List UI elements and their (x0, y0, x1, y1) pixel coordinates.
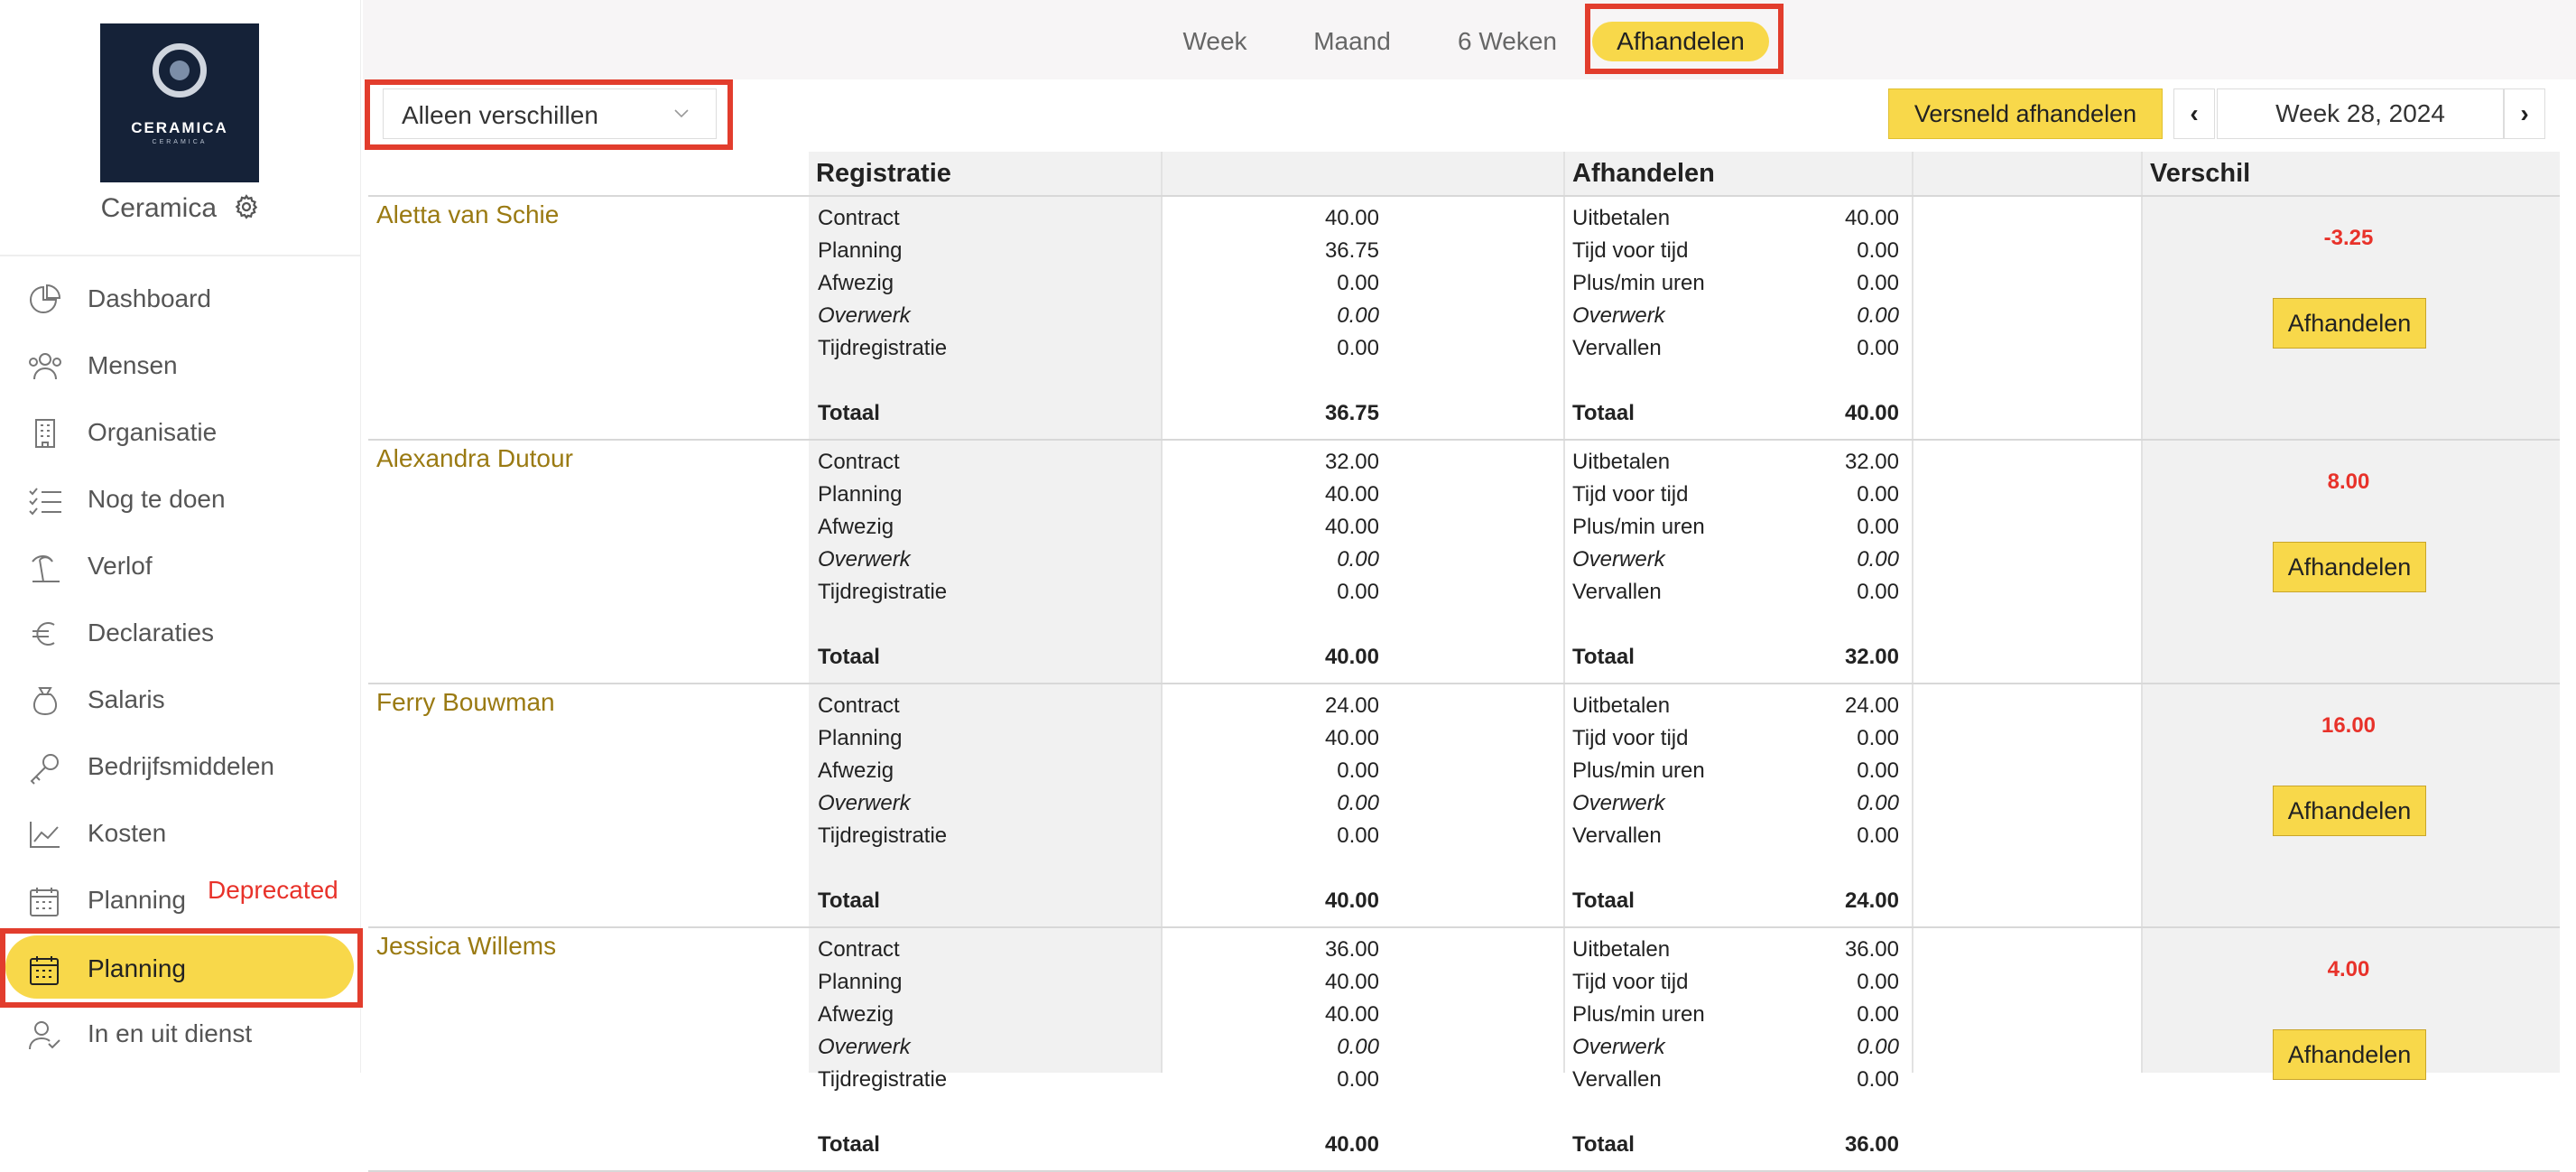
reg-label: Afwezig (818, 758, 894, 783)
afh-label: Vervallen (1572, 823, 1662, 848)
afh-value: 36.00 (1844, 937, 1899, 962)
afhandelen-button[interactable]: Afhandelen (2273, 298, 2426, 349)
reg-label: Tijdregistratie (818, 336, 948, 360)
afh-value: 0.00 (1857, 791, 1899, 815)
reg-label: Contract (818, 693, 900, 718)
sidebar-item-in-en-uit-dienst[interactable] (0, 1000, 361, 1067)
afh-value: 0.00 (1857, 547, 1899, 572)
reg-value: 36.00 (1324, 937, 1379, 962)
afh-total-value: 24.00 (1844, 888, 1899, 913)
money-bag-icon (27, 684, 63, 717)
building-icon (27, 417, 63, 450)
afh-value: 0.00 (1857, 515, 1899, 539)
afh-value: 0.00 (1857, 580, 1899, 604)
calendar-icon (27, 885, 63, 917)
sidebar-item-nog-te-doen[interactable] (0, 466, 361, 533)
afh-value: 0.00 (1857, 1002, 1899, 1027)
header-verschil: Verschil (2143, 152, 2560, 195)
reg-value: 0.00 (1337, 271, 1379, 295)
afh-value: 0.00 (1857, 1067, 1899, 1092)
prev-week-button[interactable]: ‹ (2173, 88, 2215, 139)
reg-value: 32.00 (1324, 450, 1379, 474)
afhandelen-table (368, 152, 2560, 1157)
reg-value: 0.00 (1337, 758, 1379, 783)
reg-total-label: Totaal (818, 888, 880, 913)
afh-value: 0.00 (1857, 758, 1899, 783)
reg-value: 40.00 (1324, 1002, 1379, 1027)
reg-value: 0.00 (1337, 1067, 1379, 1092)
reg-label: Planning (818, 970, 903, 994)
afh-value: 0.00 (1857, 271, 1899, 295)
reg-value: 40.00 (1324, 726, 1379, 750)
afh-total-label: Totaal (1572, 888, 1635, 913)
reg-label: Contract (818, 206, 900, 230)
tab-week[interactable]: Week (1182, 27, 1247, 55)
afh-label: Uitbetalen (1572, 693, 1671, 718)
reg-value: 0.00 (1337, 1035, 1379, 1059)
chevron-down-icon (672, 104, 690, 122)
reg-label: Afwezig (818, 515, 894, 539)
employee-name[interactable]: Aletta van Schie (376, 200, 560, 228)
afh-label: Uitbetalen (1572, 450, 1671, 474)
sidebar (0, 0, 361, 1073)
reg-label: Overwerk (818, 547, 911, 572)
reg-value: 40.00 (1324, 206, 1379, 230)
sidebar-item-label: In en uit dienst (88, 1019, 253, 1047)
difference-value: 16.00 (2321, 713, 2377, 738)
employee-name[interactable]: Ferry Bouwman (376, 688, 555, 716)
reg-value: 36.75 (1324, 238, 1379, 263)
afh-value: 0.00 (1857, 970, 1899, 994)
reg-label: Tijdregistratie (818, 823, 948, 848)
sidebar-item-label: Dashboard (88, 284, 211, 312)
afh-label: Tijd voor tijd (1572, 482, 1689, 507)
afh-label: Overwerk (1572, 547, 1665, 572)
afh-value: 0.00 (1857, 726, 1899, 750)
versneld-afhandelen-button[interactable]: Versneld afhandelen (1888, 88, 2163, 139)
employee-name[interactable]: Alexandra Dutour (376, 444, 573, 472)
reg-value: 40.00 (1324, 515, 1379, 539)
reg-value: 0.00 (1337, 547, 1379, 572)
afh-label: Plus/min uren (1572, 758, 1705, 783)
afh-label: Uitbetalen (1572, 206, 1671, 230)
filter-value: Alleen verschillen (402, 101, 598, 129)
company-logo: CERAMICA CERAMICA (100, 23, 259, 182)
afh-value: 40.00 (1844, 206, 1899, 230)
reg-label: Contract (818, 937, 900, 962)
sidebar-item-bedrijfsmiddelen[interactable] (0, 733, 361, 800)
afh-total-value: 40.00 (1844, 401, 1899, 425)
reg-label: Planning (818, 482, 903, 507)
afh-value: 0.00 (1857, 303, 1899, 328)
difference-value: 4.00 (2327, 957, 2370, 981)
afhandelen-button[interactable]: Afhandelen (2273, 542, 2426, 592)
reg-value: 0.00 (1337, 823, 1379, 848)
afh-label: Overwerk (1572, 1035, 1665, 1059)
reg-value: 0.00 (1337, 336, 1379, 360)
employee-name[interactable]: Jessica Willems (376, 932, 557, 960)
afh-label: Uitbetalen (1572, 937, 1671, 962)
reg-value: 0.00 (1337, 303, 1379, 328)
afh-total-label: Totaal (1572, 645, 1635, 669)
reg-value: 0.00 (1337, 791, 1379, 815)
afh-total-value: 36.00 (1844, 1132, 1899, 1157)
sidebar-item-label: Salaris (88, 685, 165, 713)
checklist-icon (27, 484, 63, 516)
sidebar-item-mensen[interactable] (0, 332, 361, 399)
afh-label: Vervallen (1572, 1067, 1662, 1092)
afh-label: Plus/min uren (1572, 1002, 1705, 1027)
sidebar-item-declaraties[interactable] (0, 600, 361, 666)
afhandelen-button[interactable]: Afhandelen (2273, 1029, 2426, 1080)
pie-chart-icon (27, 284, 63, 316)
afh-label: Plus/min uren (1572, 271, 1705, 295)
reg-label: Planning (818, 726, 903, 750)
afh-label: Tijd voor tijd (1572, 726, 1689, 750)
afh-value: 24.00 (1844, 693, 1899, 718)
reg-total-label: Totaal (818, 1132, 880, 1157)
afh-value: 0.00 (1857, 823, 1899, 848)
reg-value: 40.00 (1324, 970, 1379, 994)
afhandelen-button[interactable]: Afhandelen (2273, 786, 2426, 836)
difference-value: 8.00 (2327, 470, 2370, 494)
gear-icon[interactable] (233, 193, 260, 220)
header-afhandelen: Afhandelen (1565, 152, 1912, 195)
tab-maand[interactable]: Maand (1313, 27, 1391, 55)
reg-value: 40.00 (1324, 482, 1379, 507)
afh-total-label: Totaal (1572, 1132, 1635, 1157)
company-name (0, 193, 361, 224)
header-registratie: Registratie (809, 152, 1161, 195)
afh-value: 0.00 (1857, 482, 1899, 507)
afh-label: Tijd voor tijd (1572, 238, 1689, 263)
afh-value: 0.00 (1857, 238, 1899, 263)
beach-icon (27, 551, 63, 583)
reg-total-value: 40.00 (1324, 645, 1379, 669)
reg-label: Contract (818, 450, 900, 474)
reg-label: Overwerk (818, 1035, 911, 1059)
reg-total-value: 40.00 (1324, 1132, 1379, 1157)
key-icon (27, 751, 63, 784)
afh-label: Plus/min uren (1572, 515, 1705, 539)
afh-label: Tijd voor tijd (1572, 970, 1689, 994)
sidebar-item-planning-active[interactable] (5, 935, 354, 999)
sidebar-item-label: Mensen (88, 351, 178, 379)
reg-value: 0.00 (1337, 580, 1379, 604)
view-tabs (363, 0, 2576, 79)
week-label: Week 28, 2024 (2217, 88, 2504, 139)
reg-total-value: 40.00 (1324, 888, 1379, 913)
sidebar-item-verlof[interactable] (0, 533, 361, 600)
company-name-label: Ceramica (100, 193, 218, 223)
euro-icon (27, 618, 63, 650)
sidebar-item-dashboard[interactable] (0, 265, 361, 332)
reg-total-value: 36.75 (1324, 401, 1379, 425)
reg-label: Overwerk (818, 791, 911, 815)
afh-value: 0.00 (1857, 1035, 1899, 1059)
sidebar-item-label: Declaraties (88, 619, 215, 646)
reg-label: Planning (818, 238, 903, 263)
sidebar-item-organisatie[interactable] (0, 399, 361, 466)
afh-label: Vervallen (1572, 580, 1662, 604)
afh-total-label: Totaal (1572, 401, 1635, 425)
reg-label: Overwerk (818, 303, 911, 328)
reg-label: Afwezig (818, 1002, 894, 1027)
reg-value: 24.00 (1324, 693, 1379, 718)
reg-total-label: Totaal (818, 401, 880, 425)
afh-value: 0.00 (1857, 336, 1899, 360)
afh-label: Overwerk (1572, 303, 1665, 328)
reg-label: Afwezig (818, 271, 894, 295)
sidebar-item-label: Kosten (88, 819, 167, 847)
difference-value: -3.25 (2323, 226, 2374, 250)
people-icon (27, 350, 63, 383)
calendar-icon (27, 953, 63, 986)
reg-label: Tijdregistratie (818, 580, 948, 604)
sidebar-item-label: Bedrijfsmiddelen (88, 752, 274, 780)
afh-total-value: 32.00 (1844, 645, 1899, 669)
next-week-button[interactable]: › (2504, 88, 2545, 139)
sidebar-item-label: Organisatie (88, 418, 218, 446)
sidebar-item-label: Nog te doen (88, 485, 226, 513)
afh-value: 32.00 (1844, 450, 1899, 474)
sidebar-item-label: Verlof (88, 552, 153, 580)
tab-6-weken[interactable]: 6 Weken (1458, 27, 1557, 55)
reg-label: Tijdregistratie (818, 1067, 948, 1092)
user-check-icon (27, 1019, 63, 1051)
tab-afhandelen[interactable]: Afhandelen (1592, 22, 1769, 61)
afh-label: Overwerk (1572, 791, 1665, 815)
filter-select[interactable] (383, 88, 717, 139)
sidebar-item-salaris[interactable] (0, 666, 361, 733)
sidebar-item-label: Planning (88, 886, 186, 914)
deprecated-label: Deprecated (208, 876, 338, 904)
sidebar-item-label: Planning (88, 954, 186, 982)
afh-label: Vervallen (1572, 336, 1662, 360)
sidebar-item-kosten[interactable] (0, 800, 361, 867)
reg-total-label: Totaal (818, 645, 880, 669)
line-chart-icon (27, 818, 63, 851)
